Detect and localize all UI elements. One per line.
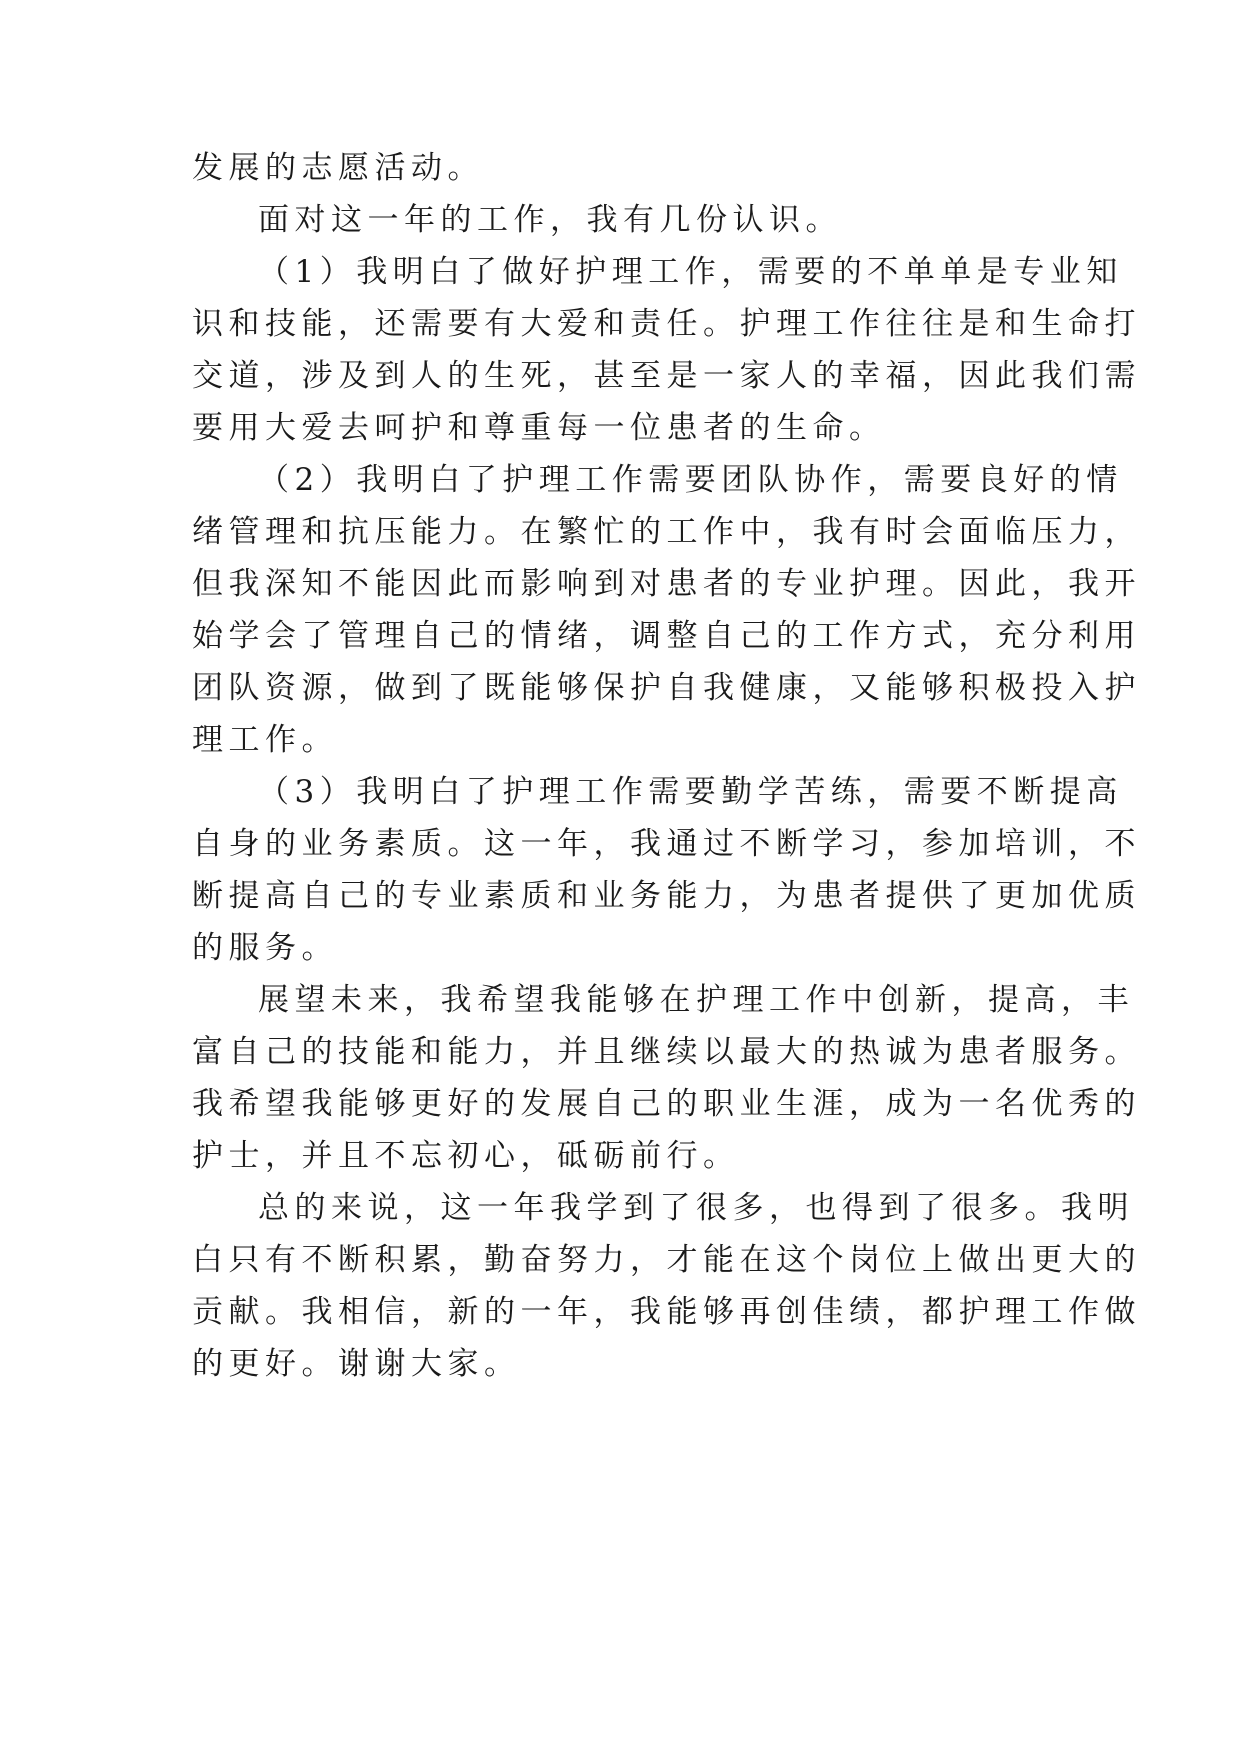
paragraph-line: 理工作。	[192, 722, 338, 758]
paragraph-line: （3）我明白了护理工作需要勤学苦练，需要不断提高	[258, 774, 1123, 810]
paragraph-line: 的更好。谢谢大家。	[192, 1346, 521, 1382]
paragraph-line: 团队资源，做到了既能够保护自我健康，又能够积极投入护	[192, 670, 1141, 706]
paragraph-line: 的服务。	[192, 930, 338, 966]
paragraph-line: 面对这一年的工作，我有几份认识。	[258, 202, 842, 238]
paragraph-line: 富自己的技能和能力，并且继续以最大的热诚为患者服务。	[192, 1034, 1141, 1070]
paragraph-line: 绪管理和抗压能力。在繁忙的工作中，我有时会面临压力，	[192, 514, 1141, 550]
paragraph-line: 断提高自己的专业素质和业务能力，为患者提供了更加优质	[192, 878, 1141, 914]
paragraph-line: 总的来说，这一年我学到了很多，也得到了很多。我明	[258, 1190, 1134, 1226]
paragraph-line: 我希望我能够更好的发展自己的职业生涯，成为一名优秀的	[192, 1086, 1141, 1122]
paragraph-line: 展望未来，我希望我能够在护理工作中创新，提高，丰	[258, 982, 1134, 1018]
paragraph-line: 始学会了管理自己的情绪，调整自己的工作方式，充分利用	[192, 618, 1141, 654]
paragraph-line: 白只有不断积累，勤奋努力，才能在这个岗位上做出更大的	[192, 1242, 1141, 1278]
paragraph-line: 自身的业务素质。这一年，我通过不断学习，参加培训，不	[192, 826, 1141, 862]
paragraph-line: 要用大爱去呵护和尊重每一位患者的生命。	[192, 410, 886, 446]
paragraph-line: 发展的志愿活动。	[192, 150, 484, 186]
paragraph-line: 护士，并且不忘初心，砥砺前行。	[192, 1138, 740, 1174]
paragraph-line: （2）我明白了护理工作需要团队协作，需要良好的情	[258, 462, 1123, 498]
paragraph-line: 识和技能，还需要有大爱和责任。护理工作往往是和生命打	[192, 306, 1141, 342]
paragraph-line: 但我深知不能因此而影响到对患者的专业护理。因此，我开	[192, 566, 1141, 602]
paragraph-line: （1）我明白了做好护理工作，需要的不单单是专业知	[258, 254, 1123, 290]
paragraph-line: 交道，涉及到人的生死，甚至是一家人的幸福，因此我们需	[192, 358, 1141, 394]
paragraph-line: 贡献。我相信，新的一年，我能够再创佳绩，都护理工作做	[192, 1294, 1141, 1330]
